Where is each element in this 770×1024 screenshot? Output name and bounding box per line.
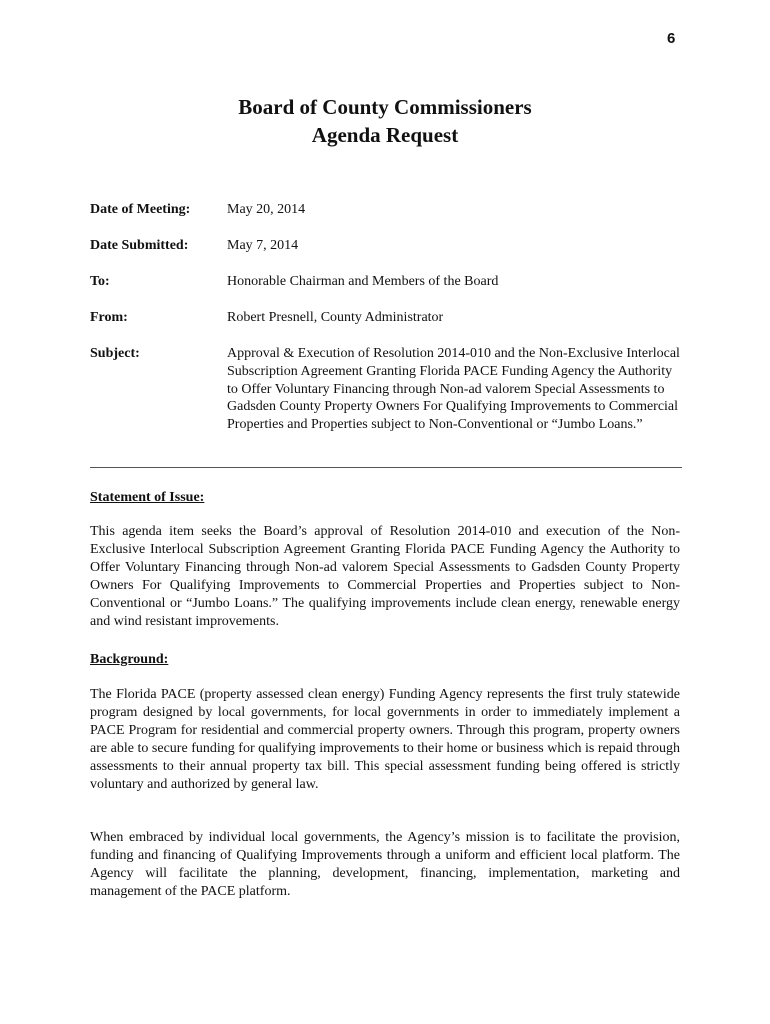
statement-of-issue-heading: Statement of Issue: bbox=[90, 490, 205, 505]
field-value: Approval & Execution of Resolution 2014-010 and the Non-Exclusive Interlocal Subscription Agreement Granting Florida PACE Funding Agency the Authority to Offer Voluntary Financing through Non-ad valorem Special Assessments to Gadsden County Property Owners For Qualifying Improvements to Commercial Properties and Properties subject to Non-Conventional or “Jumbo Loans.” bbox=[227, 346, 680, 433]
field-value: May 7, 2014 bbox=[227, 238, 299, 253]
statement-of-issue-text: This agenda item seeks the Board’s approval of Resolution 2014-010 and execution of the Non-Exclusive Interlocal Subscription Agreement Granting Florida PACE Funding Agency the Authority to Offer Voluntary Financing through Non-ad valorem Special Assessments to Gadsden County Property Owners For Qualifying Improvements to Commercial Properties and Properties subject to Non-Conventional or “Jumbo Loans.” The qualifying improvements include clean energy, renewable energy and wind resistant improvements. bbox=[90, 524, 680, 629]
background-paragraph: The Florida PACE (property assessed clean energy) Funding Agency represents the first truly statewide program designed by local governments, for local governments in order to immediately implement a PACE Program for residential and commercial property owners. Through this program, property owners are able to secure funding for qualifying improvements to their home or business which is repaid through assessments to their annual property tax bill. This special assessment funding being offered is strictly voluntary and authorized by general law. bbox=[90, 687, 680, 792]
field-label: To: bbox=[90, 274, 110, 289]
field-label: Subject: bbox=[90, 346, 140, 361]
field-value: May 20, 2014 bbox=[227, 202, 306, 217]
document-title: Board of County Commissioners bbox=[238, 95, 532, 119]
field-label: Date of Meeting: bbox=[90, 202, 191, 217]
field-label: Date Submitted: bbox=[90, 238, 189, 253]
background-paragraph: When embraced by individual local governments, the Agency’s mission is to facilitate the provision, funding and financing of Qualifying Improvements through a uniform and efficient local platform. The Agency will facilitate the planning, development, financing, implementation, marketing and management of the PACE platform. bbox=[90, 830, 680, 899]
field-value: Robert Presnell, County Administrator bbox=[227, 310, 444, 325]
document-subtitle: Agenda Request bbox=[311, 123, 459, 147]
section-divider bbox=[90, 467, 682, 468]
background-heading: Background: bbox=[90, 652, 169, 667]
field-label: From: bbox=[90, 310, 128, 325]
field-value: Honorable Chairman and Members of the Board bbox=[227, 274, 499, 289]
page-number: 6 bbox=[667, 30, 676, 47]
